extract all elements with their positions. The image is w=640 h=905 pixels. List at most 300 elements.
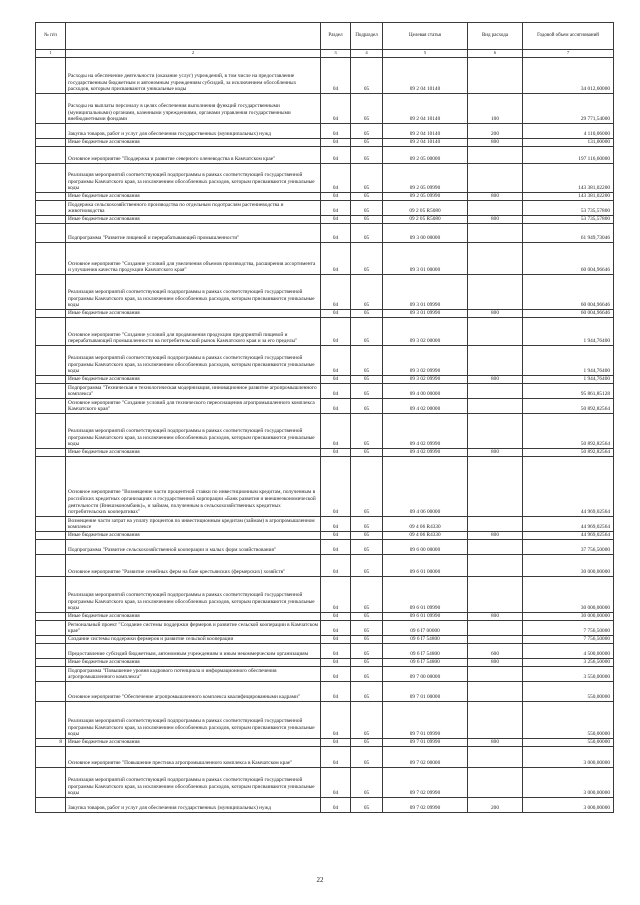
row-target-cell: 09 3 02 09990 [383,346,468,376]
table-row [36,399,614,414]
header-target: Целевая статья [383,23,468,50]
table-row [36,193,614,201]
table-row [36,414,614,449]
row-subsection-cell: 05 [351,399,383,414]
row-target-cell: 09 4 02 09990 [383,449,468,457]
row-target-cell: 09 7 01 09990 [383,702,468,739]
row-subsection-cell: 05 [351,659,383,667]
table-row [36,346,614,376]
row-section-cell: 04 [321,58,351,94]
row-amount-cell: 550,00000 [523,702,614,739]
row-target-cell: 09 6 01 09990 [383,613,468,621]
column-number: 1 [36,50,66,58]
row-amount-cell: 3 000,00000 [523,747,614,768]
row-subsection-cell: 05 [351,667,383,682]
column-number: 6 [468,50,523,58]
row-amount-cell: 44 969,02564 [523,517,614,532]
row-exptype-cell [468,621,523,636]
row-section-cell: 04 [321,201,351,216]
row-name-cell: Иные бюджетные ассигнования [66,310,321,318]
table-row [36,94,614,124]
table-row [36,376,614,384]
row-section-cell: 04 [321,399,351,414]
table-row [36,540,614,555]
row-name-cell: Реализация мероприятий соответствующей подпрограммы в рамках соответствующей государственной программы Камчатского края, за исключением обособленных расходов, которым присваиваются уникальные коды [66,275,321,310]
row-subsection-cell: 05 [351,768,383,798]
row-amount-cell: 53 735,57800 [523,201,614,216]
row-name-cell: Реализация мероприятий соответствующей подпрограммы в рамках соответствующей государственной программы Камчатского края, за исключением обособленных расходов, которым присваиваются уникальные коды [66,164,321,193]
table-row [36,147,614,164]
row-number-cell [36,399,66,414]
row-section-cell: 04 [321,659,351,667]
budget-table [35,22,614,813]
row-subsection-cell: 05 [351,124,383,139]
row-exptype-cell [468,414,523,449]
row-target-cell: 09 2 05 09990 [383,164,468,193]
row-target-cell: 09 7 00 00000 [383,667,468,682]
row-exptype-cell [468,577,523,613]
table-row [36,243,614,275]
row-exptype-cell [468,275,523,310]
row-section-cell: 04 [321,517,351,532]
row-name-cell: Основное мероприятие "Создание условий для продвижения продукции предприятий пищевой и перерабатывающей промышленности на потребительский рынок Камчатского края и за его пределы" [66,318,321,346]
row-amount-cell: 50 892,82564 [523,399,614,414]
row-subsection-cell: 05 [351,384,383,399]
table-row [36,621,614,636]
row-name-cell: Подпрограмма "Развитие пищевой и перерабатывающей промышленности" [66,224,321,243]
table-row [36,310,614,318]
row-target-cell: 09 4 02 00000 [383,399,468,414]
header-amount: Годовой объем ассигнований [523,23,614,50]
row-amount-cell: 61 949,73046 [523,224,614,243]
row-amount-cell: 30 000,00000 [523,613,614,621]
row-target-cell: 09 6 I7 54800 [383,644,468,659]
row-section-cell: 04 [321,577,351,613]
row-section-cell: 04 [321,139,351,147]
row-exptype-cell [468,147,523,164]
row-target-cell: 09 2 05 09990 [383,193,468,201]
table-row [36,768,614,798]
row-subsection-cell: 05 [351,457,383,517]
row-target-cell: 09 7 01 00000 [383,682,468,702]
row-exptype-cell [468,318,523,346]
row-subsection-cell: 05 [351,216,383,224]
row-exptype-cell [468,224,523,243]
row-target-cell: 09 6 00 00000 [383,540,468,555]
row-target-cell: 09 2 05 R5080 [383,201,468,216]
row-amount-cell: 1 944,76400 [523,318,614,346]
page-number: 22 [316,876,324,884]
header-name [66,23,321,50]
table-row [36,667,614,682]
row-section-cell: 04 [321,243,351,275]
row-section-cell: 04 [321,216,351,224]
row-number-cell [36,193,66,201]
header-exptype: Вид расхода [468,23,523,50]
row-number-cell [36,216,66,224]
row-number-cell [36,532,66,540]
row-subsection-cell: 05 [351,94,383,124]
column-number: 7 [523,50,614,58]
row-exptype-cell: 800 [468,449,523,457]
row-name-cell: Региональный проект "Создание системы поддержки фермеров и развитие сельской кооперации в Камчатском крае" [66,621,321,636]
row-amount-cell: 1 944,76400 [523,376,614,384]
row-section-cell: 04 [321,376,351,384]
row-exptype-cell [468,555,523,577]
row-amount-cell: 197 116,60000 [523,147,614,164]
row-name-cell: Закупка товаров, работ и услуг для обеспечения государственных (муниципальных) нужд [66,124,321,139]
row-subsection-cell: 05 [351,224,383,243]
table-row [36,613,614,621]
row-target-cell: 09 3 01 00000 [383,243,468,275]
table-row [36,275,614,310]
row-name-cell: Иные бюджетные ассигнования [66,216,321,224]
row-section-cell: 04 [321,224,351,243]
row-number-cell [36,540,66,555]
row-target-cell: 09 3 01 09990 [383,275,468,310]
header-section: Раздел [321,23,351,50]
row-amount-cell: 3 550,00000 [523,667,614,682]
row-exptype-cell [468,768,523,798]
row-amount-cell: 30 000,00000 [523,577,614,613]
row-number-cell [36,275,66,310]
row-section-cell: 04 [321,346,351,376]
row-number-cell [36,555,66,577]
row-amount-cell: 60 004,96646 [523,243,614,275]
row-exptype-cell: 200 [468,124,523,139]
row-subsection-cell: 05 [351,517,383,532]
row-subsection-cell: 05 [351,682,383,702]
row-target-cell: 09 3 02 00000 [383,318,468,346]
row-section-cell: 04 [321,768,351,798]
table-row [36,577,614,613]
row-amount-cell: 143 381,02200 [523,193,614,201]
row-subsection-cell: 05 [351,636,383,644]
row-name-cell: Подпрограмма "Техническая и технологическая модернизация, инновационное развитие агропромышленного комплекса" [66,384,321,399]
row-subsection-cell: 05 [351,613,383,621]
row-name-cell: Поддержка сельскохозяйственного производства по отдельным подотраслям растениеводства и животноводства [66,201,321,216]
row-subsection-cell: 05 [351,243,383,275]
row-amount-cell: 50 892,82564 [523,449,614,457]
row-name-cell: Подпрограмма "Повышение уровня кадрового потенциала и информационного обеспечения агропромышленного комплекса" [66,667,321,682]
row-section-cell: 04 [321,164,351,193]
row-amount-cell: 44 969,02564 [523,532,614,540]
row-subsection-cell: 05 [351,346,383,376]
table-row [36,449,614,457]
table-row [36,457,614,517]
row-target-cell: 09 2 04 10140 [383,124,468,139]
row-number-cell [36,636,66,644]
row-section-cell: 04 [321,193,351,201]
row-subsection-cell: 05 [351,164,383,193]
row-target-cell: 09 2 04 10140 [383,58,468,94]
row-name-cell: Реализация мероприятий соответствующей подпрограммы в рамках соответствующей государственной программы Камчатского края, за исключением обособленных расходов, которым присваиваются уникальные коды [66,577,321,613]
row-exptype-cell [468,346,523,376]
row-amount-cell: 95 861,85128 [523,384,614,399]
row-section-cell: 04 [321,540,351,555]
row-name-cell: Иные бюджетные ассигнования [66,532,321,540]
row-subsection-cell: 05 [351,644,383,659]
row-exptype-cell: 800 [468,376,523,384]
row-number-cell [36,94,66,124]
row-subsection-cell: 05 [351,275,383,310]
budget-table-page [35,22,613,813]
row-number-cell [36,457,66,517]
row-target-cell: 09 3 00 00000 [383,224,468,243]
row-number-cell [36,243,66,275]
row-name-cell: Реализация мероприятий соответствующей подпрограммы в рамках соответствующей государственной программы Камчатского края, за исключением обособленных расходов, которым присваиваются уникальные коды [66,346,321,376]
row-name-cell: Иные бюджетные ассигнования [66,376,321,384]
row-exptype-cell [468,667,523,682]
row-target-cell: 09 4 06 R4330 [383,532,468,540]
row-exptype-cell [468,702,523,739]
row-name-cell: Иные бюджетные ассигнования [66,449,321,457]
column-number: 4 [351,50,383,58]
row-number-cell [36,517,66,532]
table-row [36,139,614,147]
row-section-cell: 04 [321,457,351,517]
row-amount-cell: 1 944,76400 [523,346,614,376]
row-number-cell [36,667,66,682]
row-target-cell: 09 4 00 00000 [383,384,468,399]
row-number-cell [36,346,66,376]
row-amount-cell: 3 256,50000 [523,659,614,667]
row-number-cell: 8 [36,739,66,747]
row-name-cell: Иные бюджетные ассигнования [66,739,321,747]
row-section-cell: 04 [321,532,351,540]
row-section-cell: 04 [321,147,351,164]
row-amount-cell: 37 756,50000 [523,540,614,555]
row-target-cell: 09 2 05 00000 [383,147,468,164]
row-section-cell: 04 [321,449,351,457]
row-amount-cell: 60 004,96646 [523,310,614,318]
row-number-cell [36,58,66,94]
row-subsection-cell: 05 [351,414,383,449]
row-number-cell [36,768,66,798]
row-amount-cell: 34 012,60000 [523,58,614,94]
row-name-cell: Основное мероприятие "Повышение престижа агропромышленного комплекса в Камчатском крае" [66,747,321,768]
row-subsection-cell: 05 [351,702,383,739]
row-subsection-cell: 05 [351,621,383,636]
row-name-cell: Расходы на обеспечение деятельности (оказание услуг) учреждений, в том числе на предоставление государственным бюджетным и автономным учреждениям субсидий, за исключением обособленных расходов, которым присваиваются уникальные коды [66,58,321,94]
row-number-cell [36,310,66,318]
table-row [36,164,614,193]
table-row [36,384,614,399]
row-subsection-cell: 05 [351,798,383,813]
row-target-cell: 09 6 I7 54800 [383,659,468,667]
table-body [36,58,614,813]
row-amount-cell: 29 771,54000 [523,94,614,124]
row-exptype-cell: 800 [468,659,523,667]
row-section-cell: 04 [321,644,351,659]
row-name-cell: Основное мероприятие "Создание условий для технического переоснащения агропромышленного комплекса Камчатского края" [66,399,321,414]
table-row [36,124,614,139]
row-number-cell [36,702,66,739]
row-subsection-cell: 05 [351,147,383,164]
table-row [36,682,614,702]
table-row [36,532,614,540]
row-exptype-cell [468,164,523,193]
row-amount-cell: 4 110,06000 [523,124,614,139]
row-target-cell: 09 2 04 10140 [383,139,468,147]
row-subsection-cell: 05 [351,577,383,613]
table-header-row [36,23,614,50]
row-number-cell [36,414,66,449]
row-number-cell [36,376,66,384]
row-amount-cell: 7 756,50000 [523,636,614,644]
row-exptype-cell [468,636,523,644]
table-row [36,224,614,243]
row-section-cell: 04 [321,275,351,310]
row-name-cell: Основное мероприятие "Обеспечение агропромышленного комплекса квалифицированными кадрами" [66,682,321,702]
table-row [36,798,614,813]
row-number-cell [36,449,66,457]
row-exptype-cell [468,399,523,414]
table-row [36,318,614,346]
row-amount-cell: 44 969,02564 [523,457,614,517]
row-target-cell: 09 7 02 00000 [383,747,468,768]
row-number-cell [36,224,66,243]
row-subsection-cell: 05 [351,310,383,318]
row-name-cell: Создание системы поддержки фермеров и развитие сельской кооперации [66,636,321,644]
row-exptype-cell [468,747,523,768]
row-exptype-cell [468,457,523,517]
row-subsection-cell: 05 [351,739,383,747]
row-exptype-cell [468,682,523,702]
row-amount-cell: 143 381,02200 [523,164,614,193]
row-exptype-cell [468,517,523,532]
row-name-cell: Реализация мероприятий соответствующей подпрограммы в рамках соответствующей государственной программы Камчатского края, за исключением обособленных расходов, которым присваиваются уникальные коды [66,414,321,449]
row-amount-cell: 30 000,00000 [523,555,614,577]
row-target-cell: 09 6 01 00000 [383,555,468,577]
row-subsection-cell: 05 [351,540,383,555]
row-section-cell: 04 [321,94,351,124]
table-row [36,58,614,94]
row-exptype-cell [468,58,523,94]
row-section-cell: 04 [321,682,351,702]
table-row [36,636,614,644]
row-section-cell: 04 [321,555,351,577]
row-section-cell: 04 [321,318,351,346]
row-number-cell [36,682,66,702]
row-target-cell: 09 4 06 R4330 [383,517,468,532]
table-row [36,216,614,224]
row-name-cell: Основное мероприятие "Возмещение части процентной ставки по инвестиционным кредитам, полученным в российских кредитных организациях и государственной корпорации «Банк развития и внешнеэкономической деятельности (Внешэкономбанк)», и займам, полученным в сельскохозяйственных кредитных потребительских кооперативах" [66,457,321,517]
row-name-cell: Иные бюджетные ассигнования [66,659,321,667]
row-section-cell: 04 [321,621,351,636]
row-subsection-cell: 05 [351,555,383,577]
table-row [36,739,614,747]
row-name-cell: Реализация мероприятий соответствующей подпрограммы в рамках соответствующей государственной программы Камчатского края, за исключением обособленных расходов, которым присваиваются уникальные коды [66,768,321,798]
row-target-cell: 09 6 I7 54800 [383,636,468,644]
row-section-cell: 04 [321,739,351,747]
row-exptype-cell: 800 [468,739,523,747]
row-number-cell [36,577,66,613]
row-amount-cell: 550,00000 [523,739,614,747]
row-name-cell: Иные бюджетные ассигнования [66,613,321,621]
row-section-cell: 04 [321,702,351,739]
row-amount-cell: 3 000,00000 [523,798,614,813]
row-subsection-cell: 05 [351,201,383,216]
row-number-cell [36,139,66,147]
row-number-cell [36,621,66,636]
row-name-cell: Подпрограмма "Развитие сельскохозяйственной кооперации и малых форм хозяйствования" [66,540,321,555]
row-amount-cell: 53 735,57800 [523,216,614,224]
row-number-cell [36,201,66,216]
row-target-cell: 09 3 01 09990 [383,310,468,318]
row-exptype-cell: 800 [468,613,523,621]
row-target-cell: 09 3 02 09990 [383,376,468,384]
row-number-cell [36,747,66,768]
row-exptype-cell: 800 [468,310,523,318]
row-subsection-cell: 05 [351,58,383,94]
column-number-row [36,50,614,58]
row-name-cell: Основное мероприятие "Создание условий для увеличения объемов производства, расширения ассортимента и улучшения качества продукции Камчатского края" [66,243,321,275]
table-row [36,659,614,667]
row-amount-cell: 550,00000 [523,682,614,702]
row-amount-cell: 3 000,00000 [523,768,614,798]
row-exptype-cell [468,201,523,216]
row-subsection-cell: 05 [351,532,383,540]
row-subsection-cell: 05 [351,139,383,147]
row-section-cell: 04 [321,667,351,682]
table-row [36,747,614,768]
row-amount-cell: 131,00000 [523,139,614,147]
header-subsection: Подраздел [351,23,383,50]
table-row [36,702,614,739]
header-num: № п/п [36,23,66,50]
row-exptype-cell: 200 [468,798,523,813]
row-section-cell: 04 [321,613,351,621]
row-number-cell [36,318,66,346]
row-name-cell: Иные бюджетные ассигнования [66,193,321,201]
row-target-cell: 09 6 I7 00000 [383,621,468,636]
row-section-cell: 04 [321,384,351,399]
row-name-cell: Предоставление субсидий бюджетным, автономным учреждениям и иным некоммерческим организациям [66,644,321,659]
row-number-cell [36,644,66,659]
row-name-cell: Основное мероприятие "Поддержка и развитие северного оленеводства в Камчатском крае" [66,147,321,164]
row-section-cell: 04 [321,747,351,768]
row-exptype-cell: 800 [468,532,523,540]
row-amount-cell: 50 892,82564 [523,414,614,449]
row-target-cell: 09 4 02 09990 [383,414,468,449]
row-target-cell: 09 4 06 00000 [383,457,468,517]
row-subsection-cell: 05 [351,376,383,384]
table-row [36,555,614,577]
row-target-cell: 09 7 02 09990 [383,798,468,813]
row-number-cell [36,659,66,667]
row-subsection-cell: 05 [351,193,383,201]
row-subsection-cell: 05 [351,449,383,457]
row-target-cell: 09 7 01 09990 [383,739,468,747]
table-row [36,644,614,659]
column-number: 5 [383,50,468,58]
table-row [36,201,614,216]
row-exptype-cell: 600 [468,644,523,659]
row-exptype-cell [468,384,523,399]
column-number: 2 [66,50,321,58]
row-number-cell [36,164,66,193]
row-name-cell: Возмещение части затрат на уплату процентов по инвестиционным кредитам (займам) в агропромышленном комплексе [66,517,321,532]
row-section-cell: 04 [321,124,351,139]
row-amount-cell: 4 500,00000 [523,644,614,659]
row-subsection-cell: 05 [351,318,383,346]
row-exptype-cell [468,540,523,555]
row-section-cell: 04 [321,636,351,644]
row-number-cell [36,147,66,164]
row-name-cell: Закупка товаров, работ и услуг для обеспечения государственных (муниципальных) нужд [66,798,321,813]
table-row [36,517,614,532]
